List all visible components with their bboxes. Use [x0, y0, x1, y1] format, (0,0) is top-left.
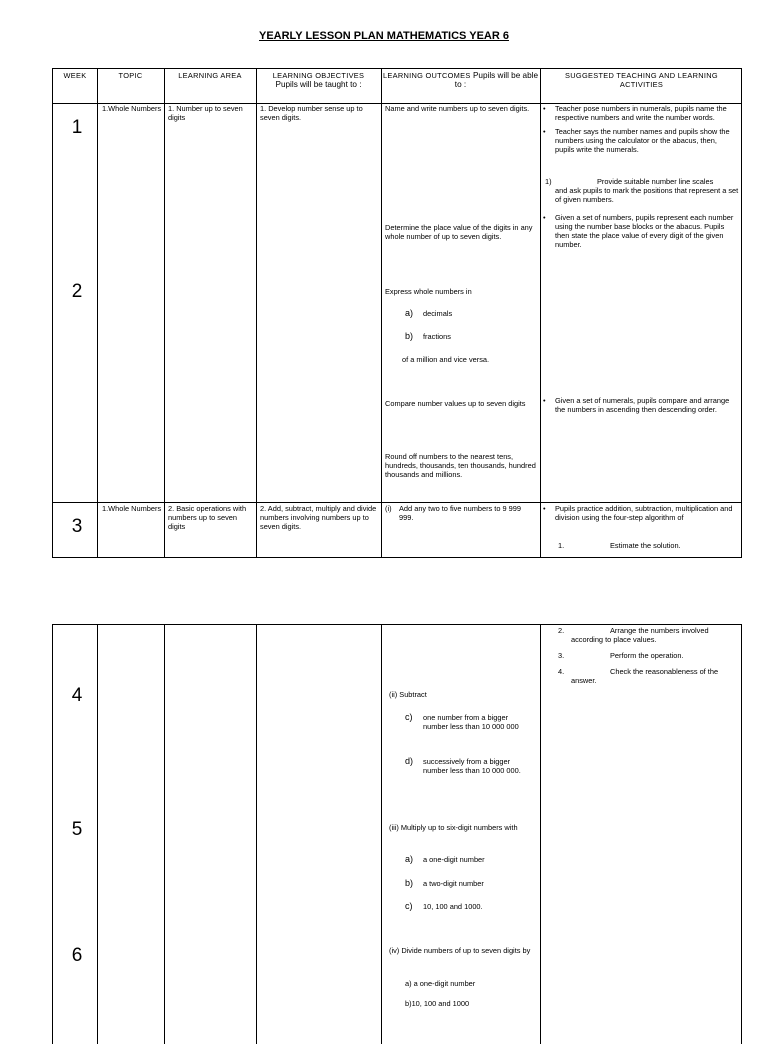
header-suggested-activities: [540, 71, 743, 89]
algorithm-step: [558, 626, 740, 635]
activity-list: [541, 213, 737, 254]
header-objectives-subtitle: Pupils will be taught to :: [275, 80, 362, 89]
subitem-label: a): [405, 308, 414, 318]
learning-objective-cell: 2. Add, subtract, multiply and divide numbers involving numbers up to seven digits.: [260, 504, 377, 531]
item-text: Provide suitable number line scales: [597, 177, 714, 186]
algorithm-step-continued: answer.: [571, 676, 597, 685]
subitem-label: d): [405, 756, 414, 766]
lesson-plan-table-1: [52, 68, 742, 558]
activity-item: • Teacher says the number names and pupils show the numbers using the calculator or the abacus, then, pupils write the numerals.: [541, 127, 737, 154]
activity-item: • Given a set of numbers, pupils represent each number using the number base blocks or the abacus. Pupils then state the place value of every digit of the given number.: [541, 213, 737, 249]
activity-item-numbered: [545, 177, 739, 186]
outcome-text: Compare number values up to seven digits: [385, 399, 526, 408]
activity-item: • Teacher pose numbers in numerals, pupils name the respective numbers and write the number words.: [541, 104, 737, 122]
header-outcomes-title: LEARNING OUTCOMES: [382, 71, 471, 80]
week-number: 5: [71, 819, 83, 840]
subitem-label: c): [405, 901, 413, 911]
header-learning-objectives: [256, 71, 381, 89]
subitem-text: successively from a bigger number less than 10 000 000.: [423, 757, 521, 775]
subitem-text: a one-digit number: [423, 855, 485, 864]
header-learning-outcomes: [381, 71, 540, 89]
activity-list: [541, 104, 737, 159]
subitem-text: fractions: [423, 332, 451, 341]
outcome-text: Express whole numbers in: [385, 287, 472, 296]
outcome-subitem: [405, 879, 537, 888]
outcome-subitem: [405, 309, 535, 318]
week-number: 3: [71, 516, 83, 537]
item-label: (i): [385, 504, 392, 513]
column-divider: [256, 625, 257, 1044]
column-divider: [97, 625, 98, 1044]
week-number: 4: [71, 685, 83, 706]
outcome-heading: (ii) Subtract: [389, 690, 427, 699]
step-text: Arrange the numbers involved: [610, 626, 709, 635]
column-divider: [164, 625, 165, 1044]
column-divider: [97, 69, 98, 557]
subitem-text: a two-digit number: [423, 879, 484, 888]
step-number: 1.: [558, 541, 565, 550]
week-number: 6: [71, 945, 83, 966]
outcome-subitem: [405, 332, 535, 341]
column-divider: [540, 625, 541, 1044]
row-divider: [53, 502, 741, 503]
outcome-text: Round off numbers to the nearest tens, hundreds, thousands, ten thousands, hundred thousands and millions.: [385, 452, 536, 479]
subitem-label: b): [405, 878, 414, 888]
step-number: 2.: [558, 626, 565, 635]
outcome-subitem: [405, 757, 537, 775]
step-number: 3.: [558, 651, 565, 660]
column-divider: [381, 625, 382, 1044]
activity-item-continued: and ask pupils to mark the positions that represent a set of given numbers.: [555, 186, 739, 204]
column-divider: [256, 69, 257, 557]
subitem-label: b): [405, 331, 414, 341]
item-number: 1): [545, 177, 552, 186]
subitem-text: 10, 100 and 1000.: [423, 902, 483, 911]
header-outcomes-subtitle: Pupils will be able to :: [454, 71, 539, 89]
document-title: YEARLY LESSON PLAN MATHEMATICS YEAR 6: [259, 30, 509, 42]
column-divider: [381, 69, 382, 557]
outcome-subitem: [405, 855, 537, 864]
algorithm-step: [558, 667, 740, 676]
outcome-text: Determine the place value of the digits in any whole number of up to seven digits.: [385, 223, 533, 241]
outcome-text: of a million and vice versa.: [402, 355, 490, 364]
column-divider: [164, 69, 165, 557]
subitem-label: c): [405, 712, 413, 722]
algorithm-step: [558, 651, 740, 660]
week-number: 2: [71, 281, 83, 302]
header-week: WEEK: [63, 71, 87, 80]
header-activities-line-1: SUGGESTED TEACHING AND LEARNING: [565, 71, 718, 80]
header-objectives-title: LEARNING OBJECTIVES: [272, 71, 365, 80]
outcome-heading: (iv) Divide numbers of up to seven digits by: [389, 946, 531, 955]
step-text: Check the reasonableness of the: [610, 667, 719, 676]
subitem-text: one number from a bigger number less than 10 000 000: [423, 713, 519, 731]
step-number: 4.: [558, 667, 565, 676]
subitem-label: a): [405, 854, 414, 864]
activity-list: [541, 504, 737, 527]
activity-list: [541, 396, 737, 419]
learning-area-cell: 2. Basic operations with numbers up to seven digits: [168, 504, 247, 531]
activity-item: • Given a set of numerals, pupils compare and arrange the numbers in ascending then descending order.: [541, 396, 737, 414]
header-learning-area: LEARNING AREA: [178, 71, 242, 80]
subitem-text: decimals: [423, 309, 453, 318]
outcome-subitem: b)10, 100 and 1000: [405, 999, 470, 1008]
step-text: Perform the operation.: [610, 651, 684, 660]
activity-item: • Pupils practice addition, subtraction, multiplication and division using the four-step algorithm of: [541, 504, 737, 522]
header-topic: TOPIC: [118, 71, 143, 80]
header-activities-line-2: ACTIVITIES: [619, 80, 664, 89]
outcome-heading: (iii) Multiply up to six-digit numbers with: [389, 823, 518, 832]
learning-area-cell: 1. Number up to seven digits: [168, 104, 243, 122]
topic-cell: 1.Whole Numbers: [102, 104, 162, 113]
learning-objective-cell: 1. Develop number sense up to seven digits.: [260, 104, 363, 122]
algorithm-step: [558, 541, 738, 550]
week-number: 1: [71, 117, 83, 138]
step-text: Estimate the solution.: [610, 541, 681, 550]
outcome-item: [385, 504, 537, 522]
item-text: Add any two to five numbers to 9 999 999.: [399, 504, 522, 522]
outcome-text: Name and write numbers up to seven digits.: [385, 104, 530, 113]
outcome-subitem: a) a one-digit number: [405, 979, 476, 988]
outcome-subitem: [405, 902, 537, 911]
lesson-plan-table-2: [52, 624, 742, 1044]
algorithm-step-continued: according to place values.: [571, 635, 657, 644]
outcome-subitem: [405, 713, 537, 731]
topic-cell: 1.Whole Numbers: [102, 504, 162, 513]
